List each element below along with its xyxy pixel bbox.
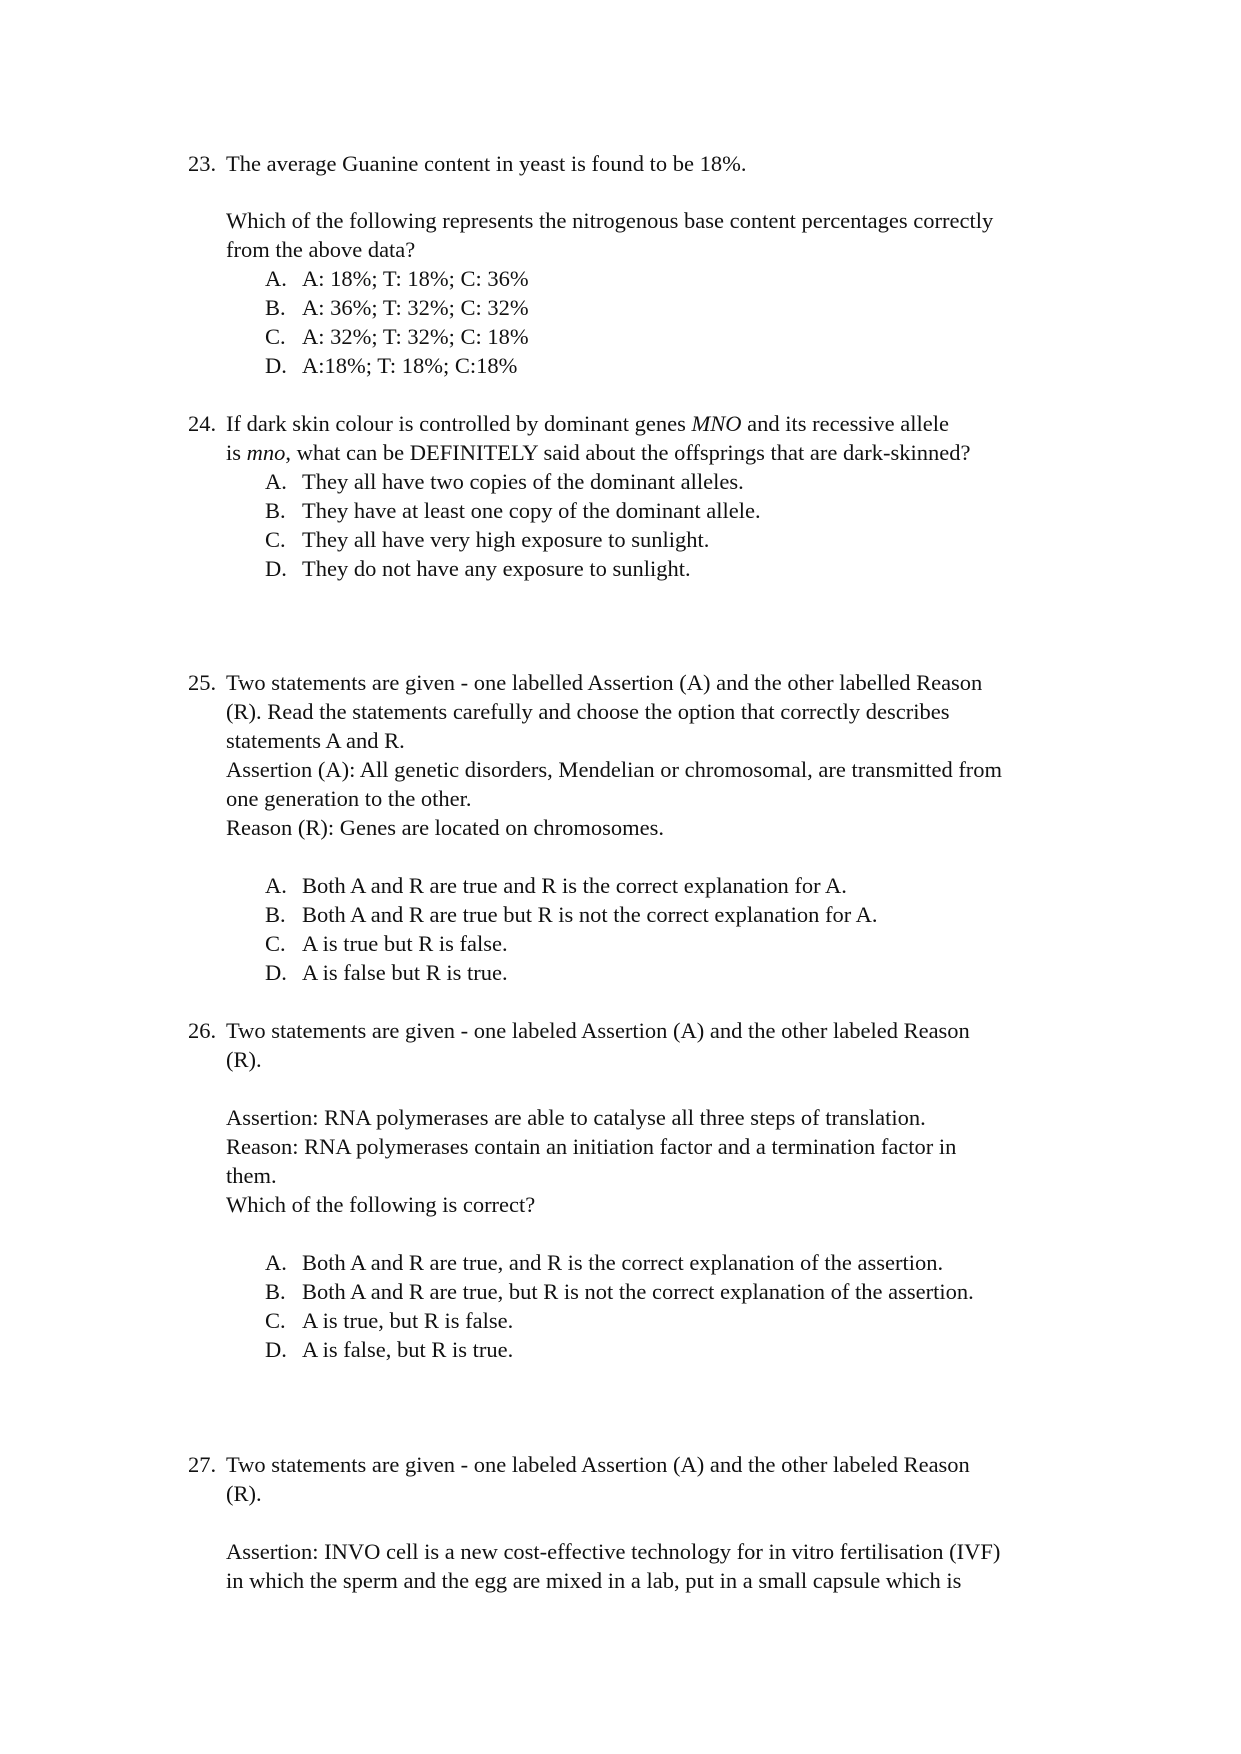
question-number: 23. [188,151,217,176]
option-letter: B. [265,1279,286,1304]
option-text: They do not have any exposure to sunlight. [302,556,691,581]
option-letter: B. [265,902,286,927]
assertion-text: Assertion: RNA polymerases are able to catalyse all three steps of translation. [226,1105,926,1130]
question-number: 24. [188,411,217,436]
option-letter: C. [265,527,286,552]
question-number: 27. [188,1452,217,1477]
assertion-text: in which the sperm and the egg are mixed in a lab, put in a small capsule which is [226,1568,962,1593]
question-text: is mno, what can be DEFINITELY said about the offsprings that are dark-skinned? [226,440,971,465]
question-number: 25. [188,670,217,695]
question-number: 26. [188,1018,217,1043]
question-text: Which of the following represents the nitrogenous base content percentages correctly [226,208,994,233]
option-letter: D. [265,353,287,378]
option-text: A:18%; T: 18%; C:18% [302,353,518,378]
option-text: A is true, but R is false. [302,1308,514,1333]
gene-recessive: mno [246,440,286,465]
option-letter: C. [265,931,286,956]
option-text: A is false, but R is true. [302,1337,514,1362]
question-text: If dark skin colour is controlled by dominant genes MNO and its recessive allele [226,411,949,436]
option-letter: D. [265,1337,287,1362]
option-letter: C. [265,1308,286,1333]
option-text: Both A and R are true, but R is not the correct explanation of the assertion. [302,1279,974,1304]
reason-text: them. [226,1163,277,1188]
question-text: (R). [226,1481,262,1506]
question-text: statements A and R. [226,728,405,753]
option-text: They all have two copies of the dominant alleles. [302,469,744,494]
option-text: Both A and R are true but R is not the correct explanation for A. [302,902,878,927]
option-text: Both A and R are true, and R is the correct explanation of the assertion. [302,1250,944,1275]
question-text: Two statements are given - one labeled Assertion (A) and the other labeled Reason [226,1452,970,1477]
option-letter: A. [265,469,287,494]
option-text: A: 32%; T: 32%; C: 18% [302,324,529,349]
assertion-text: one generation to the other. [226,786,472,811]
question-text: Two statements are given - one labeled Assertion (A) and the other labeled Reason [226,1018,970,1043]
option-letter: B. [265,498,286,523]
option-letter: C. [265,324,286,349]
option-text: Both A and R are true and R is the correct explanation for A. [302,873,847,898]
question-text: (R). Read the statements carefully and choose the option that correctly describes [226,699,950,724]
option-letter: A. [265,1250,287,1275]
option-letter: A. [265,266,287,291]
option-letter: B. [265,295,286,320]
option-text: A is true but R is false. [302,931,508,956]
option-letter: D. [265,960,287,985]
option-text: A is false but R is true. [302,960,508,985]
option-text: They all have very high exposure to sunlight. [302,527,710,552]
assertion-text: Assertion (A): All genetic disorders, Mendelian or chromosomal, are transmitted from [226,757,1003,782]
option-letter: D. [265,556,287,581]
question-text: (R). [226,1047,262,1072]
reason-text: Reason (R): Genes are located on chromosomes. [226,815,664,840]
option-text: A: 36%; T: 32%; C: 32% [302,295,529,320]
option-text: A: 18%; T: 18%; C: 36% [302,266,529,291]
question-text: Two statements are given - one labelled Assertion (A) and the other labelled Reason [226,670,983,695]
assertion-text: Assertion: INVO cell is a new cost-effective technology for in vitro fertilisation (IVF) [226,1539,1001,1564]
option-text: They have at least one copy of the dominant allele. [302,498,761,523]
reason-text: Reason: RNA polymerases contain an initiation factor and a termination factor in [226,1134,957,1159]
gene-dominant: MNO [691,411,742,436]
question-text: Which of the following is correct? [226,1192,536,1217]
question-text: The average Guanine content in yeast is found to be 18%. [226,151,747,176]
question-text: from the above data? [226,237,416,262]
option-letter: A. [265,873,287,898]
